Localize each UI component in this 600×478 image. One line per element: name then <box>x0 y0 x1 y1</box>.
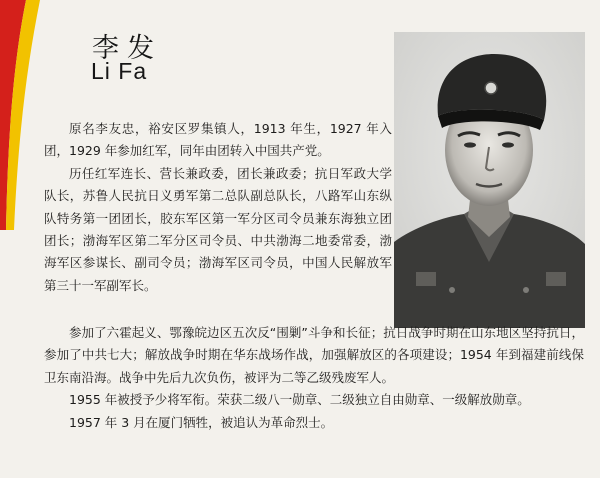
person-name-english: Li Fa <box>91 58 148 84</box>
bio-paragraph-death: 1957 年 3 月在厦门牺牲，被追认为革命烈士。 <box>69 414 334 430</box>
biography-column <box>44 118 392 297</box>
bio-paragraph-positions: 历任红军连长、营长兼政委，团长兼政委；抗日军政大学队长，苏鲁人民抗日义勇军第二总队副总队长，八路军山东纵队特务第一团团长，胶东军区第一军分区司令员兼东海独立团团长；渤海军区第二军分区司令员、中共渤海二地委常委，渤海军区参谋长、副司令员；渤海军区司令员，中国人民解放军第三十一军副军长。 <box>44 165 392 293</box>
biography-wide <box>44 322 584 434</box>
bio-paragraph-honors: 1955 年被授予少将军衔。荣获二级八一勋章、二级独立自由勋章、一级解放勋章。 <box>69 392 530 408</box>
bio-campaigns-line-1: 参加了六霍起义、鄂豫皖边区五次反“围剿”斗争和长征；抗日战争时期在山东地区坚持抗日，参加了中 <box>44 325 584 363</box>
bio-campaigns-line-2: 共七大；解放战争时期在华东战场作战，加强解放区的各项建设；1954 年到福建前线保卫东南沿海。战争中先后九次负伤，被评为二等乙级残废军人。 <box>44 347 584 385</box>
person-name-chinese: 李发 <box>92 33 162 64</box>
portrait-photo-drawing <box>394 32 585 328</box>
bio-paragraph-campaigns <box>44 322 584 389</box>
bio-paragraph-origin: 原名李友忠，裕安区罗集镇人，1913 年生，1927 年入团，1929 年参加红军，同年由团转入中国共产党。 <box>44 121 392 159</box>
portrait-photo <box>394 32 585 328</box>
